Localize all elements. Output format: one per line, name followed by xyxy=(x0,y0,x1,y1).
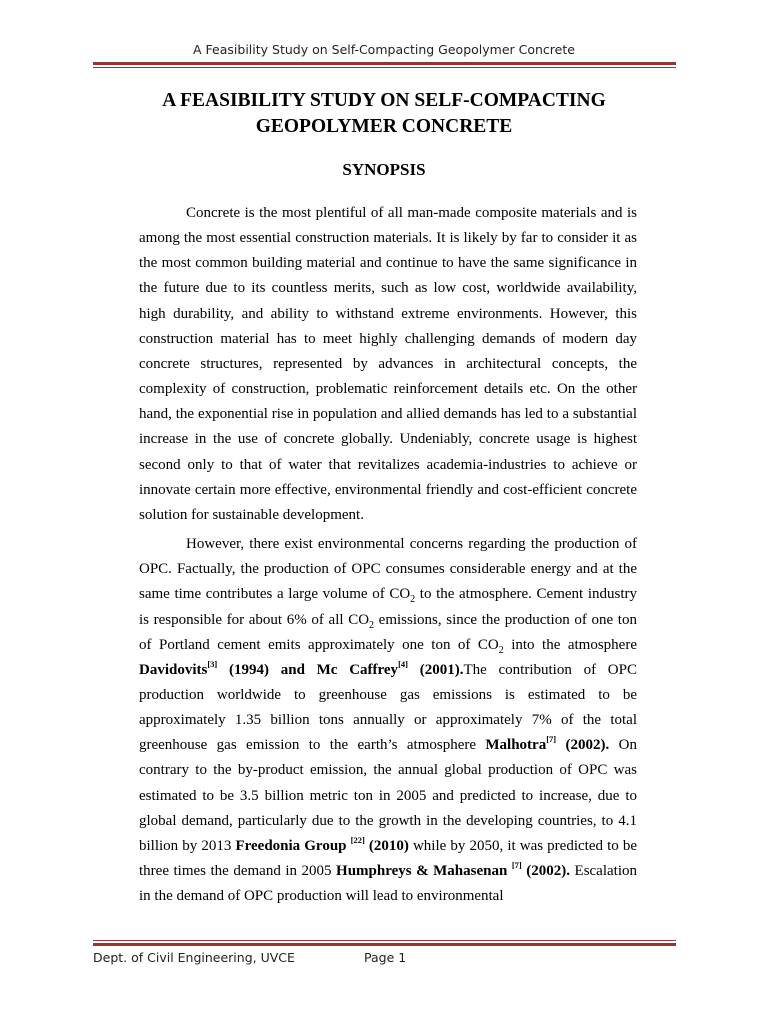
citation-freedonia xyxy=(235,834,409,854)
footer-rule-thick xyxy=(93,943,676,946)
citation-text: (1994) and Mc Caffrey xyxy=(217,661,399,678)
citation-ref: [4] xyxy=(398,658,408,669)
para2-text: to the atmosphere. Cement industry is responsible for about 6% of all CO xyxy=(139,586,637,628)
paragraph-1: Concrete is the most plentiful of all man-made composite materials and is among the most essential construction materials. It is likely by far to consider it as the most common building material and continue to have the same significance in the future due to its countless merits, such as low cost, worldwide availability, high durability, and ability to withstand extreme environments. However, this construction material has to meet highly challenging demands of modern day concrete structures, represented by advances in architectural concepts, the complexity of construction, problematic reinforcement details etc. On the other hand, the exponential rise in population and allied demands has led to a substantial increase in the use of concrete globally. Undeniably, concrete usage is highest second only to that of water that revitalizes academia-industries to achieve or innovate certain more effective, environmental friendly and cost-efficient concrete solution for sustainable development. xyxy=(139,205,637,523)
citation-year: (2001). xyxy=(407,661,464,678)
citation-year: (2010) xyxy=(364,837,409,854)
para2-text: On contrary to the by-product emission, the annual global production of OPC was estimated to be 3.5 billion metric ton in 2005 and predicted to increase, due to global demand, particularly due to the growth in the developing countries, to 4.1 billion by 2013 xyxy=(139,737,637,854)
para2-text: The contribution of OPC production worldwide to greenhouse gas emissions is estimated to be approximately 1.35 billion tons annually or approximately 7% of the total greenhouse gas emission to the earth’s atmosphere xyxy=(139,661,637,754)
citation-ref: [7] xyxy=(546,734,557,745)
citation-humphreys xyxy=(336,860,571,880)
citation-author: Malhotra xyxy=(485,737,547,754)
citation-year: (2002). xyxy=(521,863,571,880)
paragraph-2 xyxy=(139,532,637,909)
subscript-2: 2 xyxy=(369,619,375,631)
header-rule-thick xyxy=(93,62,676,65)
citation-author: Davidovits xyxy=(139,661,208,678)
citation-davidovits xyxy=(139,658,464,678)
citation-ref: [3] xyxy=(207,658,218,669)
para2-text: Escalation in the demand of OPC production will lead to environmental xyxy=(139,863,638,905)
para2-text: while by 2050, it was predicted to be three times the demand in 2005 xyxy=(139,837,637,880)
subscript-2: 2 xyxy=(498,644,504,656)
subscript-2: 2 xyxy=(410,594,416,606)
citation-ref: [7] xyxy=(511,860,522,871)
citation-ref: [22] xyxy=(350,834,365,845)
citation-author: Humphreys & Mahasenan xyxy=(336,863,508,880)
para2-text: However, there exist environmental concerns regarding the production of OPC. Factually, the production of OPC consumes considerable energy and at the same time contributes a large volume of CO xyxy=(139,536,637,603)
citation-malhotra xyxy=(485,734,610,754)
citation-author: Freedonia Group xyxy=(235,837,347,854)
section-heading: SYNOPSIS xyxy=(342,160,426,179)
footer-rule-thin xyxy=(93,940,676,941)
document-title: A FEASIBILITY STUDY ON SELF-COMPACTING GEOPOLYMER CONCRETE xyxy=(162,90,606,137)
para2-text: into the atmosphere xyxy=(503,636,637,653)
footer-department: Dept. of Civil Engineering, UVCE xyxy=(93,950,295,965)
para2-text: emissions, since the production of one ton of Portland cement emits approximately one ton of CO xyxy=(139,611,637,653)
citation-year: (2002). xyxy=(556,737,610,754)
running-header: A Feasibility Study on Self-Compacting Geopolymer Concrete xyxy=(193,42,575,57)
header-rule-thin xyxy=(93,67,676,68)
document-body xyxy=(139,201,637,913)
footer-page-number: Page 1 xyxy=(364,950,407,965)
